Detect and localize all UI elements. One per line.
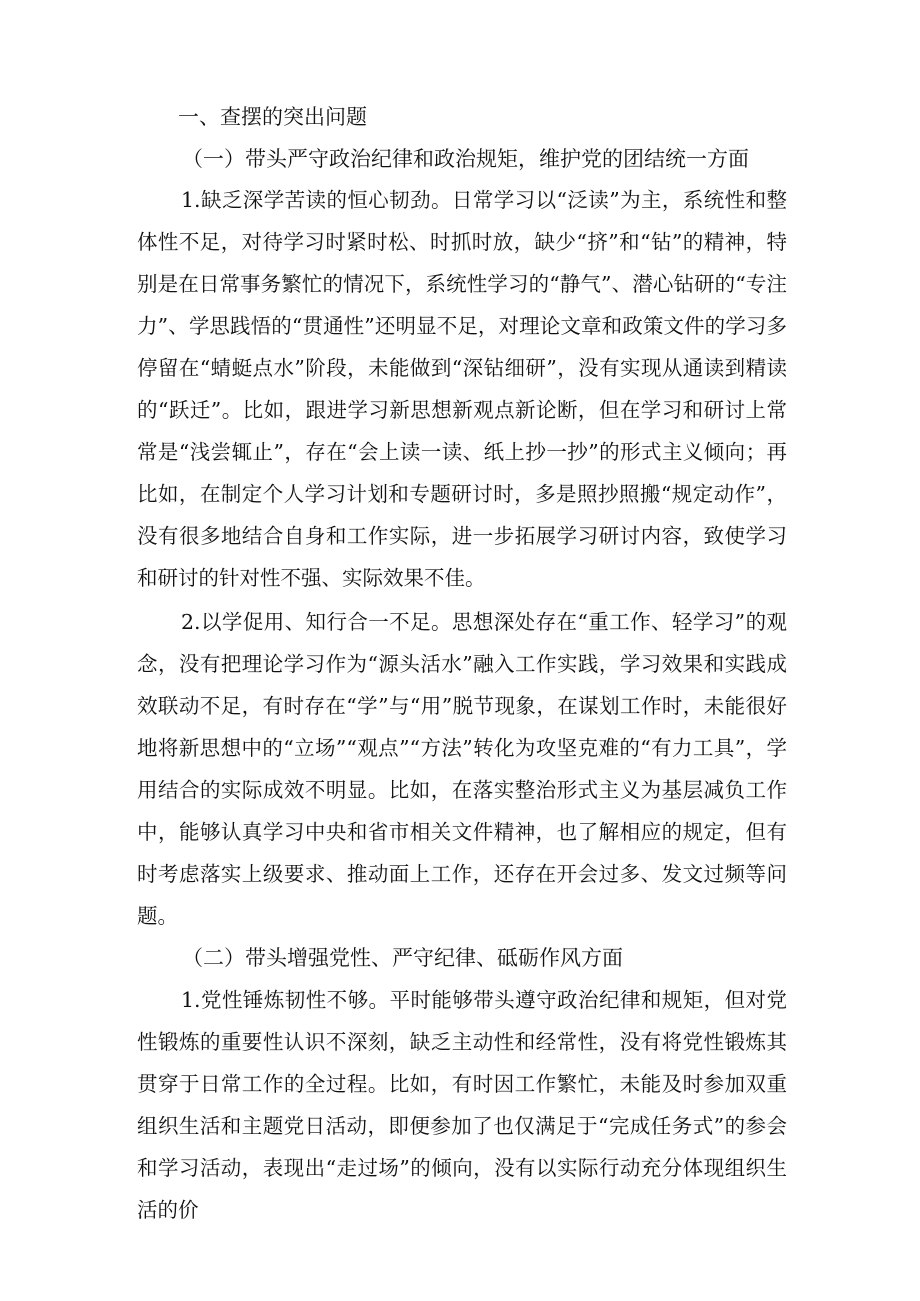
section-title: 一、查摆的突出问题 — [178, 105, 367, 129]
paragraph-1: 1.缺乏深学苦读的恒心韧劲。日常学习以“泛读”为主，系统性和整体性不足，对待学习时紧时松、时抓时放，缺少“挤”和“钻”的精神，特别是在日常事务繁忙的情况下，系统性学习的“静气”、潜心钻研的“专注力”、学思践悟的“贯通性”还明显不足，对理论文章和政策文件的学习多停留在“蜻蜓点水”阶段，未能做到“深钻细研”，没有实现从通读到精读的“跃迁”。比如，跟进学习新思想新观点新论断，但在学习和研讨上常常是“浅尝辄止”，存在“会上读一读、纸上抄一抄”的形式主义倾向；再比如，在制定个人学习计划和专题研讨时，多是照抄照搬“规定动作”，没有很多地结合自身和工作实际，进一步拓展学习研讨内容，致使学习和研讨的针对性不强、实际效果不佳。 — [137, 188, 787, 590]
paragraph-2: 2.以学促用、知行合一不足。思想深处存在“重工作、轻学习”的观念，没有把理论学习作为“源头活水”融入工作实践，学习效果和实践成效联动不足，有时存在“学”与“用”脱节现象，在谋划工作时，未能很好地将新思想中的“立场”“观点”“方法”转化为攻坚克难的“有力工具”，学用结合的实际成效不明显。比如，在落实整治形式主义为基层减负工作中，能够认真学习中央和省市相关文件精神，也了解相应的规定，但有时考虑落实上级要求、推动面上工作，还存在开会过多、发文过频等问题。 — [137, 610, 787, 928]
paragraph-3: 1.党性锤炼韧性不够。平时能够带头遵守政治纪律和规矩，但对党性锻炼的重要性认识不深刻，缺乏主动性和经常性，没有将党性锻炼其贯穿于日常工作的全过程。比如，有时因工作繁忙，未能及时参加双重组织生活和主题党日活动，即便参加了也仅满足于“完成任务式”的参会和学习活动，表现出“走过场”的倾向，没有以实际行动充分体现组织生活的价 — [137, 988, 787, 1222]
subsection-title-2: （二）带头增强党性、严守纪律、砥砺作风方面 — [182, 946, 623, 970]
subsection-title-1: （一）带头严守政治纪律和政治规矩，维护党的团结统一方面 — [182, 147, 749, 171]
